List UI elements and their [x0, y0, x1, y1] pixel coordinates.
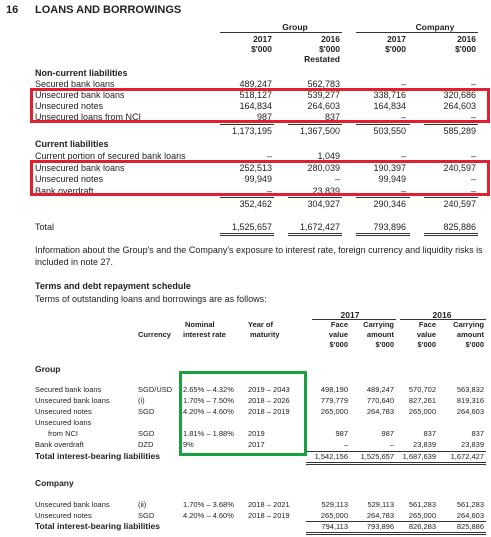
highlight-box-red	[30, 88, 490, 123]
cell-value: –	[400, 112, 406, 122]
subtotal-value: 585,289	[443, 126, 476, 136]
total-value: 794,113	[321, 522, 348, 531]
cell-value: 570,702	[408, 385, 436, 394]
cell-value: 23,839	[312, 186, 340, 196]
col-face: Face	[418, 320, 436, 329]
row-rate: 4.20% – 4.60%	[183, 407, 234, 416]
cell-value: 489,247	[239, 79, 272, 89]
row-label: Unsecured bank loans	[35, 163, 125, 173]
cell-value: 320,686	[443, 90, 476, 100]
total-value: 1,525,657	[231, 222, 272, 232]
cell-value: 819,316	[456, 396, 484, 405]
row-label: Unsecured notes	[35, 174, 104, 184]
row-rate: 4.20% – 4.60%	[183, 511, 234, 520]
col-year: 2017	[387, 34, 406, 44]
total-value: 1,542,156	[314, 452, 348, 461]
col-carrying: amount	[456, 330, 484, 339]
row-currency: SGD/USD	[138, 385, 173, 394]
info-paragraph: Information about the Group's and the Company's exposure to interest rate, foreign currency and liquidity risks is included in note 27.	[35, 245, 483, 267]
cell-value: 252,513	[239, 163, 272, 173]
col-unit: $'000	[417, 340, 436, 349]
subtotal-value: 290,346	[373, 199, 406, 209]
cell-value: 837	[471, 429, 484, 438]
cell-value: 265,000	[320, 407, 348, 416]
row-currency: SGD	[138, 429, 155, 438]
cell-value: 827,261	[408, 396, 436, 405]
cell-value: –	[470, 112, 476, 122]
col-nominal: interest rate	[183, 330, 226, 339]
group-heading: Group	[35, 364, 61, 374]
row-label: from NCI	[48, 429, 78, 438]
row-label: Unsecured notes	[35, 101, 104, 111]
cell-value: 561,283	[456, 500, 484, 509]
row-maturity: 2018 – 2019	[248, 511, 290, 520]
col-unit: $'000	[455, 44, 476, 54]
col-maturity: Year of	[248, 320, 274, 329]
row-label: Unsecured notes	[35, 511, 92, 520]
cell-value: 265,000	[408, 407, 436, 416]
row-label: Unsecured bank loans	[35, 500, 110, 509]
col-carrying: Carrying	[453, 320, 484, 329]
cell-value: –	[266, 151, 272, 161]
company-total-label: Total interest-bearing liabilities	[35, 521, 161, 531]
row-label: Current portion of secured bank loans	[35, 151, 186, 161]
col-nominal: Nominal	[185, 320, 215, 329]
cell-value: 779,779	[320, 396, 348, 405]
cell-value: –	[470, 151, 476, 161]
cell-value: 264,783	[366, 407, 394, 416]
cell-value: 265,000	[320, 511, 348, 520]
cell-value: 987	[381, 429, 394, 438]
cell-value: –	[343, 440, 348, 449]
cell-value: –	[400, 151, 406, 161]
cell-value: 264,603	[443, 101, 476, 111]
col-unit: $'000	[251, 44, 272, 54]
col-unit: $'000	[465, 340, 484, 349]
total-value: 825,886	[443, 222, 476, 232]
highlight-box-green	[179, 371, 307, 456]
cell-value: –	[400, 79, 406, 89]
subtotal-value: 352,462	[239, 199, 272, 209]
row-maturity: 2019	[248, 429, 265, 438]
row-label: Unsecured loans from NCI	[35, 112, 142, 122]
cell-value: –	[400, 186, 406, 196]
row-label: Unsecured notes	[35, 407, 92, 416]
cell-value: –	[334, 174, 340, 184]
cell-value: 280,039	[307, 163, 340, 173]
cell-value: 338,716	[373, 90, 406, 100]
row-maturity: 2018 – 2019	[248, 407, 290, 416]
cell-value: –	[470, 186, 476, 196]
row-maturity: 2018 – 2021	[248, 500, 290, 509]
total-value: 1,672,427	[450, 452, 484, 461]
col-unit: $'000	[319, 44, 340, 54]
noncurrent-heading: Non-current liabilities	[35, 68, 128, 78]
total-value: 1,525,657	[360, 452, 394, 461]
terms-subheading: Terms of outstanding loans and borrowings are as follows:	[35, 294, 267, 304]
col-face: value	[328, 330, 348, 339]
col-year: 2017	[253, 34, 272, 44]
row-currency: SGD	[138, 511, 155, 520]
cell-value: 264,783	[366, 511, 394, 520]
total-label: Total	[35, 222, 55, 232]
subtotal-value: 304,927	[307, 199, 340, 209]
row-maturity: 2017	[248, 440, 265, 449]
cell-value: 539,277	[307, 90, 340, 100]
col-note: Restated	[304, 54, 340, 64]
total-value: 1,687,639	[402, 452, 436, 461]
row-rate: 1.70% – 7.50%	[183, 396, 234, 405]
cell-value: 99,949	[378, 174, 406, 184]
col-year: 2016	[321, 34, 340, 44]
cell-value: –	[470, 79, 476, 89]
cell-value: –	[389, 440, 394, 449]
subtotal-value: 1,367,500	[299, 126, 340, 136]
row-label: Secured bank loans	[35, 385, 102, 394]
subtotal-value: 240,597	[443, 199, 476, 209]
row-currency: (ii)	[138, 500, 147, 509]
cell-value: 529,113	[321, 500, 348, 509]
col-year: 2016	[457, 34, 476, 44]
cell-value: 164,834	[239, 101, 272, 111]
row-rate: 9%	[183, 440, 194, 449]
col-maturity: maturity	[250, 330, 280, 339]
col-face: value	[416, 330, 436, 339]
cell-value: –	[266, 186, 272, 196]
col-carrying: Carrying	[363, 320, 394, 329]
cell-value: 1,049	[317, 151, 340, 161]
subtotal-value: 1,173,195	[231, 126, 272, 136]
total-value: 1,672,427	[299, 222, 340, 232]
cell-value: 498,190	[320, 385, 348, 394]
row-label: Unsecured bank loans	[35, 90, 125, 100]
cell-value: 837	[324, 112, 340, 122]
cell-value: 987	[335, 429, 348, 438]
subtotal-value: 503,550	[373, 126, 406, 136]
cell-value: 489,247	[366, 385, 394, 394]
year-header: 2017	[340, 310, 360, 320]
cell-value: 190,397	[373, 163, 406, 173]
row-label: Unsecured bank loans	[35, 396, 110, 405]
cell-value: –	[470, 174, 476, 184]
row-label: Secured bank loans	[35, 79, 115, 89]
group-total-label: Total interest-bearing liabilities	[35, 451, 161, 461]
cell-value: 264,603	[456, 407, 484, 416]
cell-value: 563,832	[456, 385, 484, 394]
current-heading: Current liabilities	[35, 139, 109, 149]
section-title: LOANS AND BORROWINGS	[35, 4, 182, 16]
row-rate: 2.65% – 4.32%	[183, 385, 234, 394]
cell-value: 529,113	[367, 500, 394, 509]
row-currency: (i)	[138, 396, 145, 405]
cell-value: 23,839	[461, 440, 484, 449]
total-value: 793,896	[373, 222, 406, 232]
cell-value: 23,839	[413, 440, 436, 449]
cell-value: 770,640	[366, 396, 394, 405]
company-header: Company	[415, 22, 455, 32]
cell-value: 837	[423, 429, 436, 438]
row-rate: 1.81% – 1.88%	[183, 429, 234, 438]
col-face: Face	[330, 320, 348, 329]
cell-value: 562,783	[307, 79, 340, 89]
cell-value: 265,000	[408, 511, 436, 520]
cell-value: 164,834	[373, 101, 406, 111]
cell-value: 561,283	[408, 500, 436, 509]
col-unit: $'000	[329, 340, 348, 349]
row-maturity: 2018 – 2026	[248, 396, 290, 405]
col-unit: $'000	[375, 340, 394, 349]
total-value: 826,283	[408, 522, 436, 531]
row-label: Unsecured loans	[35, 418, 92, 427]
cell-value: 987	[256, 112, 272, 122]
section-number: 16	[6, 4, 19, 16]
terms-heading: Terms and debt repayment schedule	[35, 281, 191, 291]
cell-value: 99,949	[244, 174, 272, 184]
row-currency: SGD	[138, 407, 155, 416]
row-label: Bank overdraft	[35, 186, 94, 196]
total-value: 825,886	[456, 522, 484, 531]
col-unit: $'000	[385, 44, 406, 54]
col-currency: Currency	[138, 330, 171, 339]
highlight-box-red	[30, 160, 490, 196]
cell-value: 264,603	[307, 101, 340, 111]
row-label: Bank overdraft	[35, 440, 84, 449]
col-carrying: amount	[366, 330, 394, 339]
year-header: 2016	[432, 310, 452, 320]
group-header: Group	[282, 22, 308, 32]
row-rate: 1.70% – 3.68%	[183, 500, 234, 509]
cell-value: 264,603	[456, 511, 484, 520]
cell-value: 518,127	[239, 90, 272, 100]
company-heading: Company	[35, 478, 74, 488]
cell-value: 240,597	[443, 163, 476, 173]
total-value: 793,896	[366, 522, 394, 531]
row-maturity: 2019 – 2043	[248, 385, 290, 394]
row-currency: DZD	[138, 440, 154, 449]
